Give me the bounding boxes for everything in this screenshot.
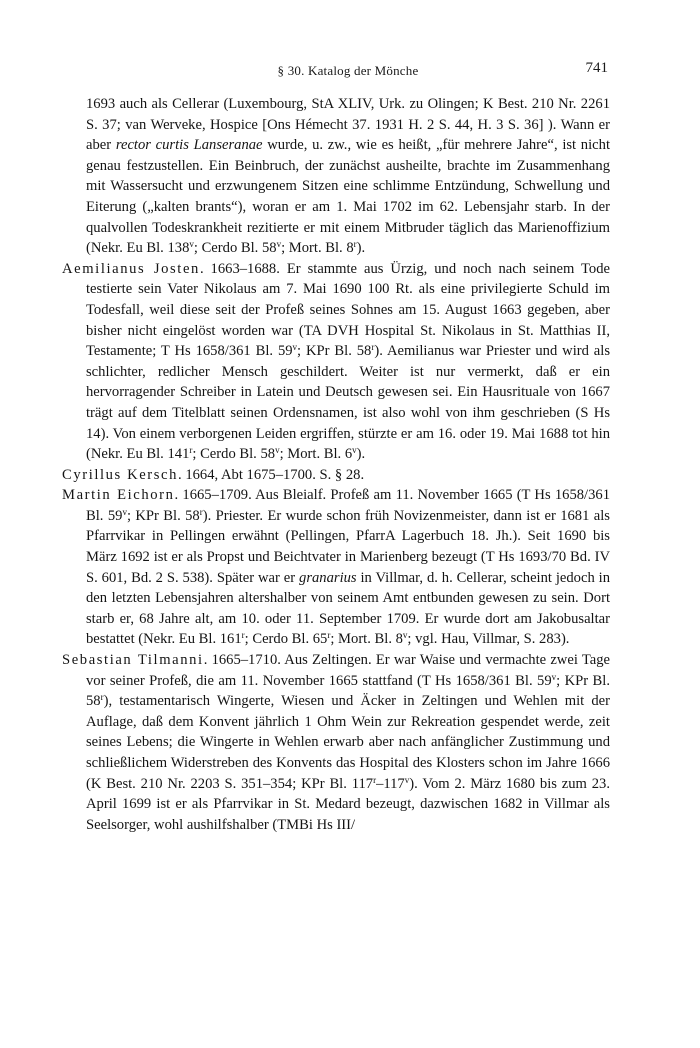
catalog-entry-continuation: 1693 auch als Cellerar (Luxembourg, StA XLIV, Urk. zu Olingen; K Best. 210 Nr. 2261 S. 37; van Werveke, Hospice [Ons Hémecht 37. 1931 H. 2 S. 44, H. 3 S. 36] ). Wann er aber rector curtis Lanseranae wurde, u. zw., wie es heißt, „für mehrere Jahre“, ist nicht genau festzustellen. Ein Beinbruch, der zunächst ausheilte, brachte im Zusammenhang mit Wassersucht und erzwungenem Sitzen eine schlimme Entzündung, Schwellung und Eiterung („kalten brants“), woran er am 1. Mai 1702 im 62. Lebensjahr starb. In der qualvollen Todeskrankheit rezitierte er mit einem Mitbruder täglich das Marienoffizium (Nekr. Eu Bl. 138$^v$; Cerdo Bl. 58$^v$; Mort. Bl. 8$^r$). <box>86 96 610 257</box>
running-title: § 30. Katalog der Mönche <box>277 63 419 78</box>
catalog-entry-martin-eichorn: Martin Eichorn. 1665–1709. Aus Bleialf. Profeß am 11. November 1665 (T Hs 1658/361 Bl. 59$^v$; KPr Bl. 58$^r$). Priester. Er wurde schon früh Novizenmeister, dann ist er 1681 als Pfarrvikar in Pellingen erwähnt (Pellingen, PfarrA Lagerbuch 18. Jh.). Seit 1690 bis März 1692 ist er als Propst und Beichtvater in Marienberg bezeugt (T Hs 1693/70 Bd. IV S. 601, Bd. 2 S. 538). Später war er granarius in Villmar, d. h. Cellerar, scheint jedoch in den letzten Lebensjahren altershalber von seinem Amt entbunden gewesen zu sein. Dort starb er, 68 Jahre alt, am 10. oder 11. September 1709. Er wurde dort am Jakobusaltar bestattet (Nekr. Eu Bl. 161$^r$; Cerdo Bl. 65$^r$; Mort. Bl. 8$^v$; vgl. Hau, Villmar, S. 283). <box>62 487 610 648</box>
catalog-entry-cyrillus-kersch: Cyrillus Kersch. 1664, Abt 1675–1700. S. § 28. <box>62 466 365 483</box>
catalog-entry-sebastian-tilmanni: Sebastian Tilmanni. 1665–1710. Aus Zeltingen. Er war Waise und vermachte zwei Tage vor seiner Profeß, die am 11. November 1665 stattfand (T Hs 1658/361 Bl. 59$^v$; KPr Bl. 58$^r$), testamentarisch Wingerte, Wiesen und Äcker in Zeltingen und Wehlen mit der Auflage, daß dem Konvent jährlich 1 Ohm Wein zur Rekreation gespendet werde, zeit seines Lebens; die Wingerte in Wehlen erwarb aber nach anfänglicher Zustimmung und schließlichem Widerstreben des Konvents das Hospital des Klosters schon im Jahre 1666 (K Best. 210 Nr. 2203 S. 351–354; KPr Bl. 117$^r$–117$^v$). Vom 2. März 1680 bis zum 23. April 1699 ist er als Pfarrvikar in St. Medard bezeugt, dazwischen 1682 in Villmar als Seelsorger, wohl aushilfshalber (TMBi Hs III/ <box>62 652 610 833</box>
catalog-text <box>62 94 610 835</box>
page-number: 741 <box>585 60 608 76</box>
page-header <box>88 60 608 82</box>
catalog-entry-aemilianus-josten: Aemilianus Josten. 1663–1688. Er stammte aus Ürzig, und noch nach seinem Tode testierte sein Vater Nikolaus am 7. Mai 1690 100 Rt. als eine privilegierte Schuld im Todesfall, weil diese seit der Profeß seines Sohnes am 15. August 1663 gegeben, aber bisher nicht eingelöst worden war (TA DVH Hospital St. Nikolaus in St. Matthias II, Testamente; T Hs 1658/361 Bl. 59$^v$; KPr Bl. 58$^r$). Aemilianus war Priester und wird als schlichter, redlicher Mensch geschildert. Weiter ist nur vermerkt, daß er ein hervorragender Schreiber in Latein und Deutsch gewesen sei. Ein Hausrituale von 1667 trägt auf dem Titelblatt seinen Ordensnamen, ist also wohl von ihm geschrieben (S Hs 14). Von einem verborgenen Leiden ergriffen, stürzte er am 16. oder 19. Mai 1688 tot hin (Nekr. Eu Bl. 141$^r$; Cerdo Bl. 58$^v$; Mort. Bl. 6$^v$). <box>62 260 611 463</box>
